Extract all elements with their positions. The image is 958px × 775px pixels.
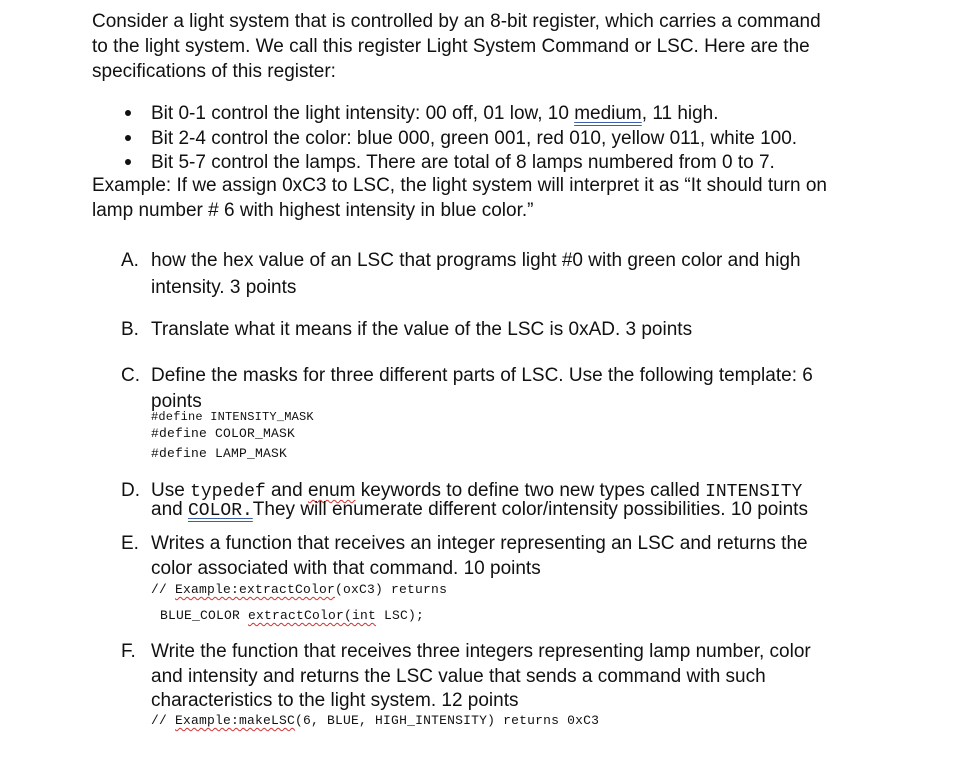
bullet-color: Bit 2-4 control the color: blue 000, green 001, red 010, yellow 011, white 100. — [151, 128, 798, 149]
question-a-line-2: intensity. 3 points — [151, 277, 297, 298]
example-line-2: lamp number # 6 with highest intensity in blue color.” — [92, 200, 534, 221]
code-extract-example: // Example:extractColor(oxC3) returns — [151, 582, 448, 597]
intro-line-2: to the light system. We call this register Light System Command or LSC. Here are the — [92, 36, 810, 57]
question-f-line-3: characteristics to the light system. 12 points — [151, 690, 519, 711]
bullet-lamps: Bit 5-7 control the lamps. There are total of 8 lamps numbered from 0 to 7. — [151, 152, 775, 173]
typedef-keyword: typedef — [190, 482, 266, 502]
bullet-intensity: Bit 0-1 control the light intensity: 00 off, 01 low, 10 medium, 11 high. — [151, 103, 719, 124]
question-f-line-1: Write the function that receives three integers representing lamp number, color — [151, 641, 811, 662]
code-intensity-mask: #define INTENSITY_MASK — [151, 410, 314, 424]
intro-line-1: Consider a light system that is controlled by an 8-bit register, which carries a command — [92, 11, 821, 32]
medium-word: medium — [574, 103, 642, 124]
question-e-letter: E. — [121, 533, 139, 554]
color-type: COLOR. — [187, 501, 253, 521]
question-b-line-1: Translate what it means if the value of the LSC is 0xAD. 3 points — [151, 319, 693, 340]
question-c-line-2: points — [151, 391, 202, 412]
bullet-dot-icon — [125, 159, 131, 165]
intensity-type: INTENSITY — [705, 482, 803, 502]
question-c-line-1: Define the masks for three different parts of LSC. Use the following template: 6 — [151, 365, 813, 386]
bullet-dot-icon — [125, 135, 131, 141]
question-b-letter: B. — [121, 319, 139, 340]
code-color-mask: #define COLOR_MASK — [151, 426, 296, 441]
question-a-line-1: how the hex value of an LSC that programs light #0 with green color and high — [151, 250, 801, 271]
example-line-1: Example: If we assign 0xC3 to LSC, the light system will interpret it as “It should turn on — [92, 175, 827, 196]
question-f-line-2: and intensity and returns the LSC value that sends a command with such — [151, 666, 766, 687]
question-d-line-1: Use typedef and enum keywords to define two new types called INTENSITY — [151, 480, 803, 502]
enum-keyword: enum — [307, 480, 356, 501]
question-c-letter: C. — [121, 365, 140, 386]
code-extract-signature: BLUE_COLOR extractColor(int LSC); — [160, 608, 425, 623]
bullet-dot-icon — [125, 110, 131, 116]
question-e-line-1: Writes a function that receives an integer representing an LSC and returns the — [151, 533, 808, 554]
question-d-line-2: and COLOR.They will enumerate different color/intensity possibilities. 10 points — [151, 499, 808, 521]
question-d-letter: D. — [121, 480, 140, 501]
question-a-letter: A. — [121, 250, 139, 271]
code-lamp-mask: #define LAMP_MASK — [151, 446, 288, 461]
question-f-letter: F. — [121, 641, 136, 662]
intro-line-3: specifications of this register: — [92, 61, 336, 82]
code-makelsc-example: // Example:makeLSC(6, BLUE, HIGH_INTENSITY) returns 0xC3 — [151, 713, 600, 728]
question-e-line-2: color associated with that command. 10 points — [151, 558, 541, 579]
